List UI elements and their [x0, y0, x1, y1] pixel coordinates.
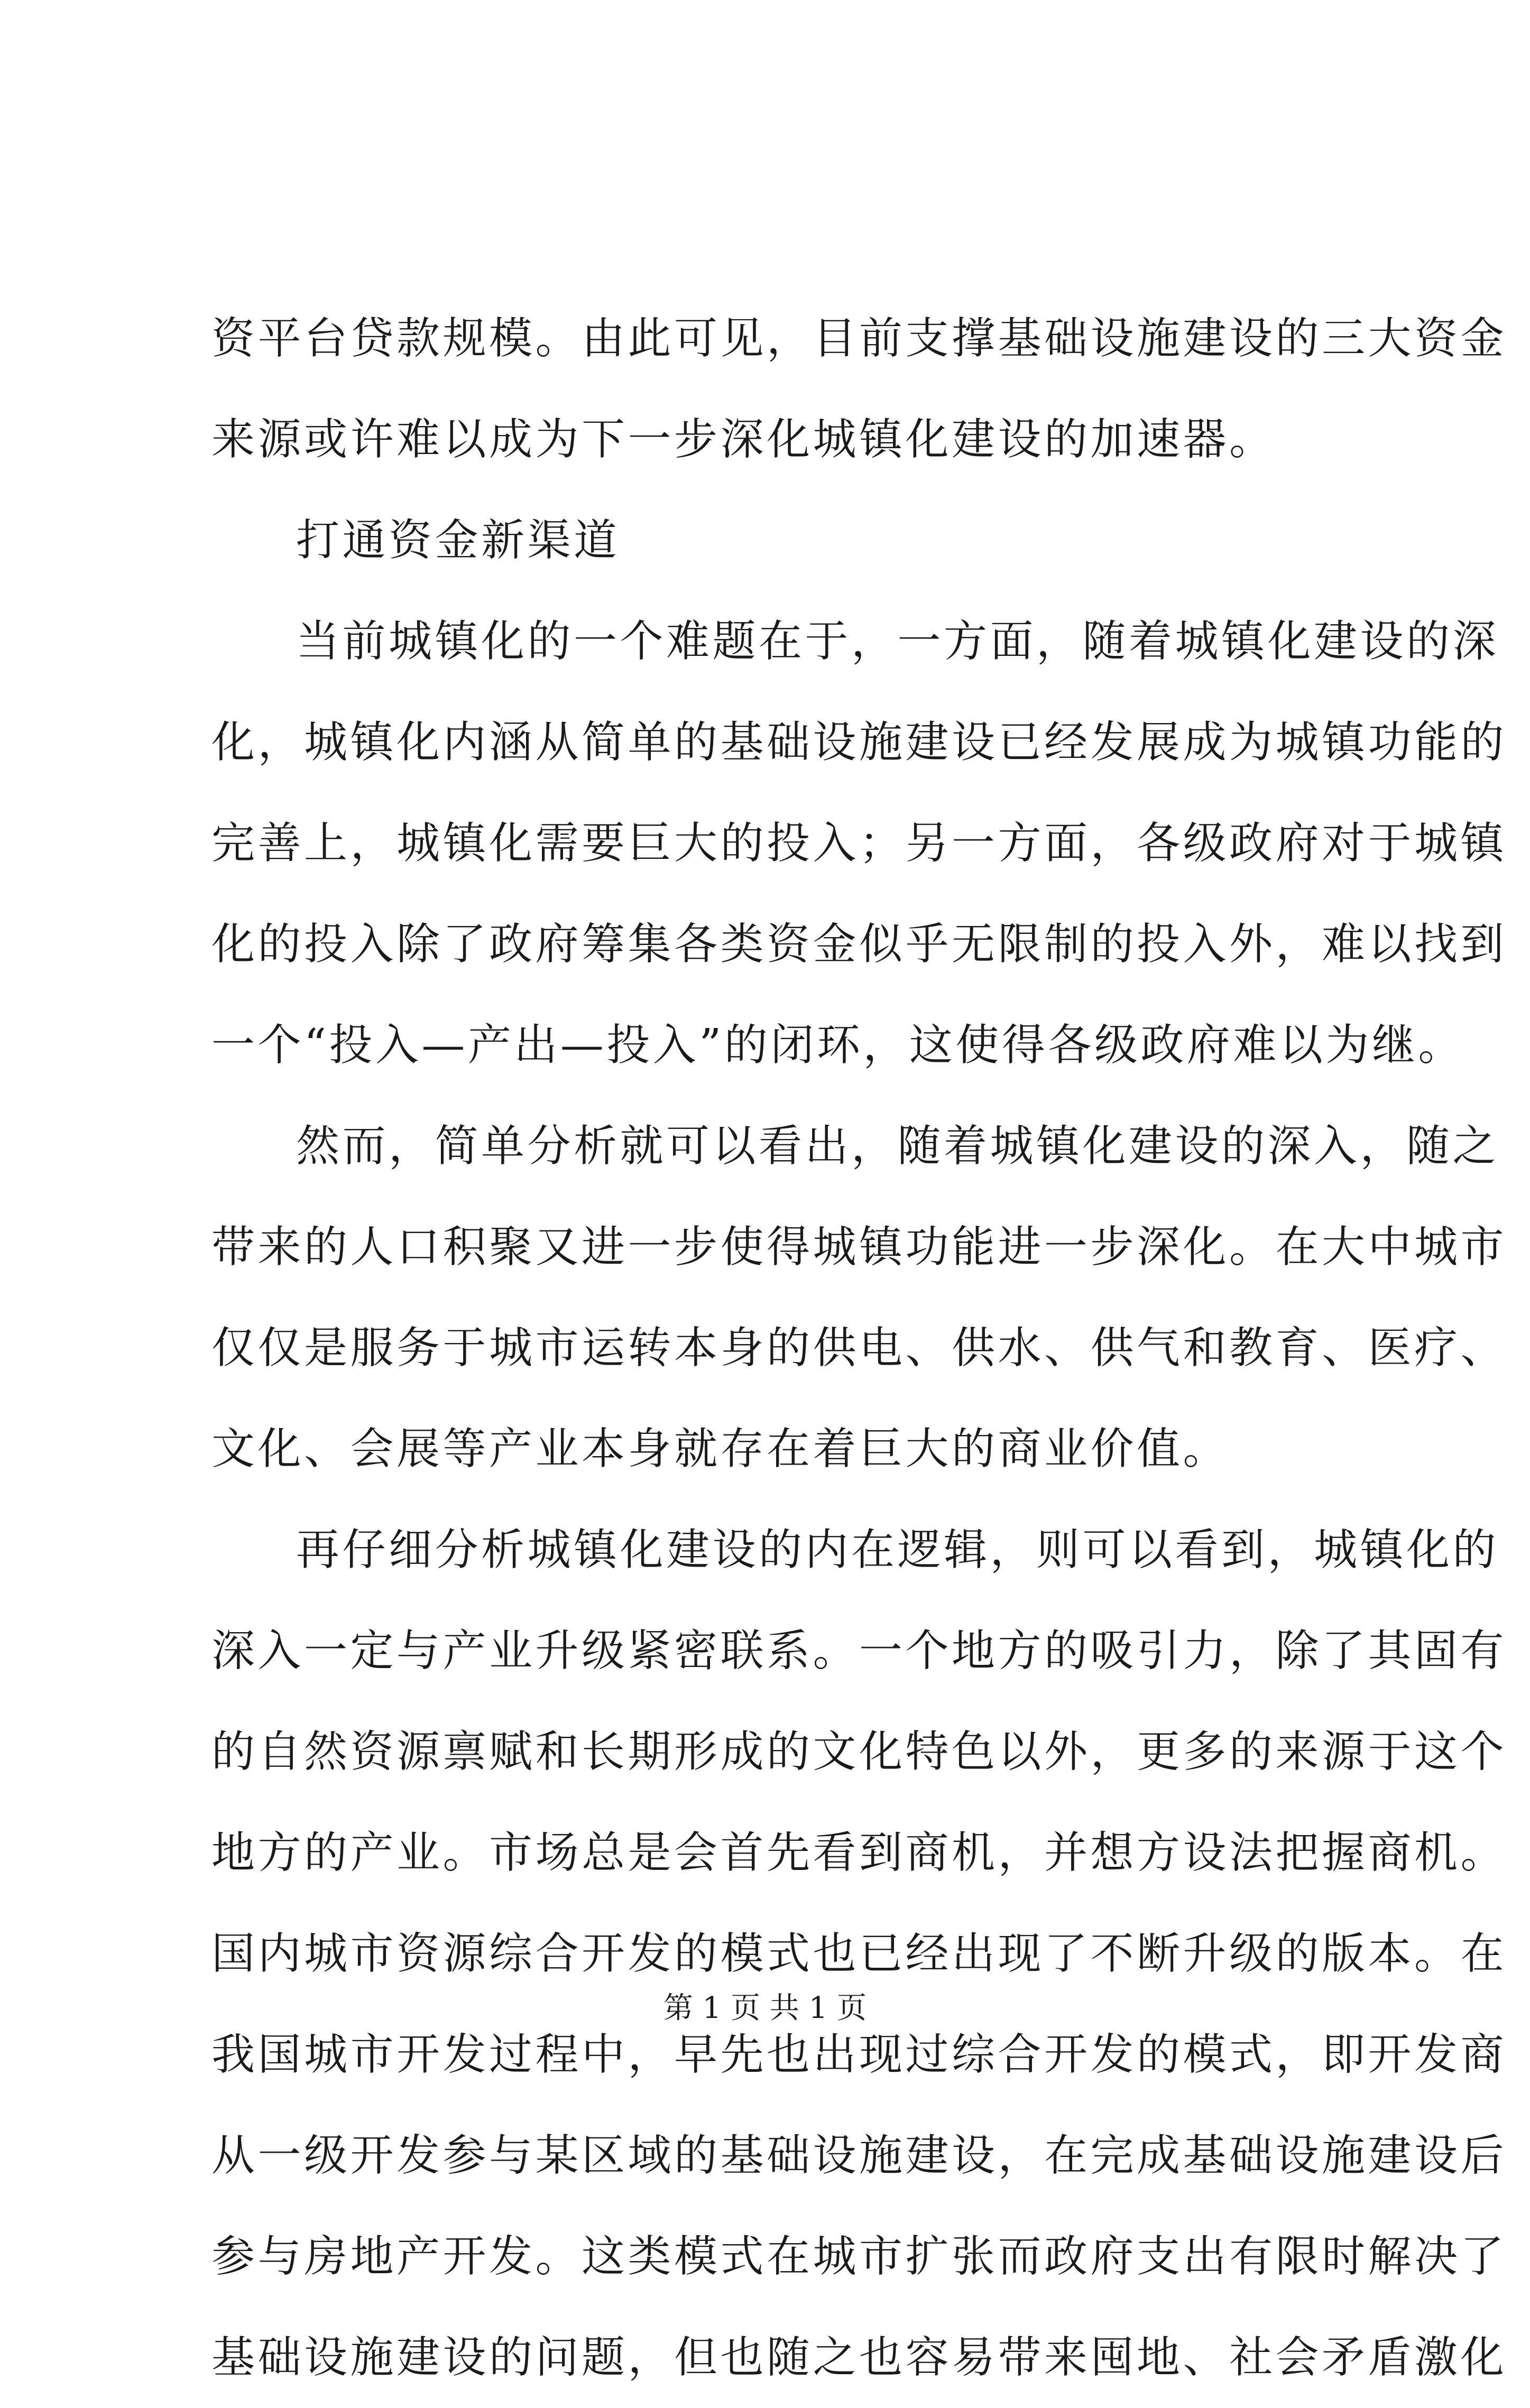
text-line: 然而，简单分析就可以看出，随着城镇化建设的深入，随之 — [296, 1121, 1499, 1171]
document-body — [211, 288, 1507, 2408]
text-line: 仅仅是服务于城市运转本身的供电、供水、供气和教育、医疗、 — [211, 1323, 1507, 1373]
text-line: 文化、会展等产业本身就存在着巨大的商业价值。 — [211, 1424, 1230, 1474]
text-line: 我国城市开发过程中，早先也出现过综合开发的模式，即开发商 — [211, 2030, 1507, 2080]
text-line: 来源或许难以成为下一步深化城镇化建设的加速器。 — [211, 414, 1276, 465]
text-line: 化，城镇化内涵从简单的基础设施建设已经发展成为城镇功能的 — [211, 717, 1507, 767]
text-line: 国内城市资源综合开发的模式也已经出现了不断升级的版本。在 — [211, 1929, 1507, 1979]
text-line: 基础设施建设的问题，但也随之也容易带来囤地、社会矛盾激化 — [211, 2332, 1507, 2383]
text-line: 带来的人口积聚又进一步使得城镇功能进一步深化。在大中城市 — [211, 1222, 1507, 1272]
page-footer: 第 1 页 共 1 页 — [663, 1991, 867, 2025]
text-line: 地方的产业。市场总是会首先看到商机，并想方设法把握商机。 — [211, 1828, 1507, 1878]
text-line: 当前城镇化的一个难题在于，一方面，随着城镇化建设的深 — [296, 616, 1499, 666]
text-line: 打通资金新渠道 — [296, 515, 620, 566]
text-line: 化的投入除了政府筹集各类资金似乎无限制的投入外，难以找到 — [211, 919, 1507, 969]
text-line: 再仔细分析城镇化建设的内在逻辑，则可以看到，城镇化的 — [296, 1525, 1499, 1575]
text-line: 完善上，城镇化需要巨大的投入；另一方面，各级政府对于城镇 — [211, 818, 1507, 868]
text-line: 从一级开发参与某区域的基础设施建设，在完成基础设施建设后 — [211, 2131, 1507, 2181]
text-line: 一个“投入—产出—投入”的闭环，这使得各级政府难以为继。 — [211, 1020, 1464, 1070]
text-line: 的自然资源禀赋和长期形成的文化特色以外，更多的来源于这个 — [211, 1727, 1507, 1777]
text-line: 资平台贷款规模。由此可见，目前支撑基础设施建设的三大资金 — [211, 313, 1507, 364]
text-line: 参与房地产开发。这类模式在城市扩张而政府支出有限时解决了 — [211, 2231, 1507, 2282]
text-line: 深入一定与产业升级紧密联系。一个地方的吸引力，除了其固有 — [211, 1626, 1507, 1676]
